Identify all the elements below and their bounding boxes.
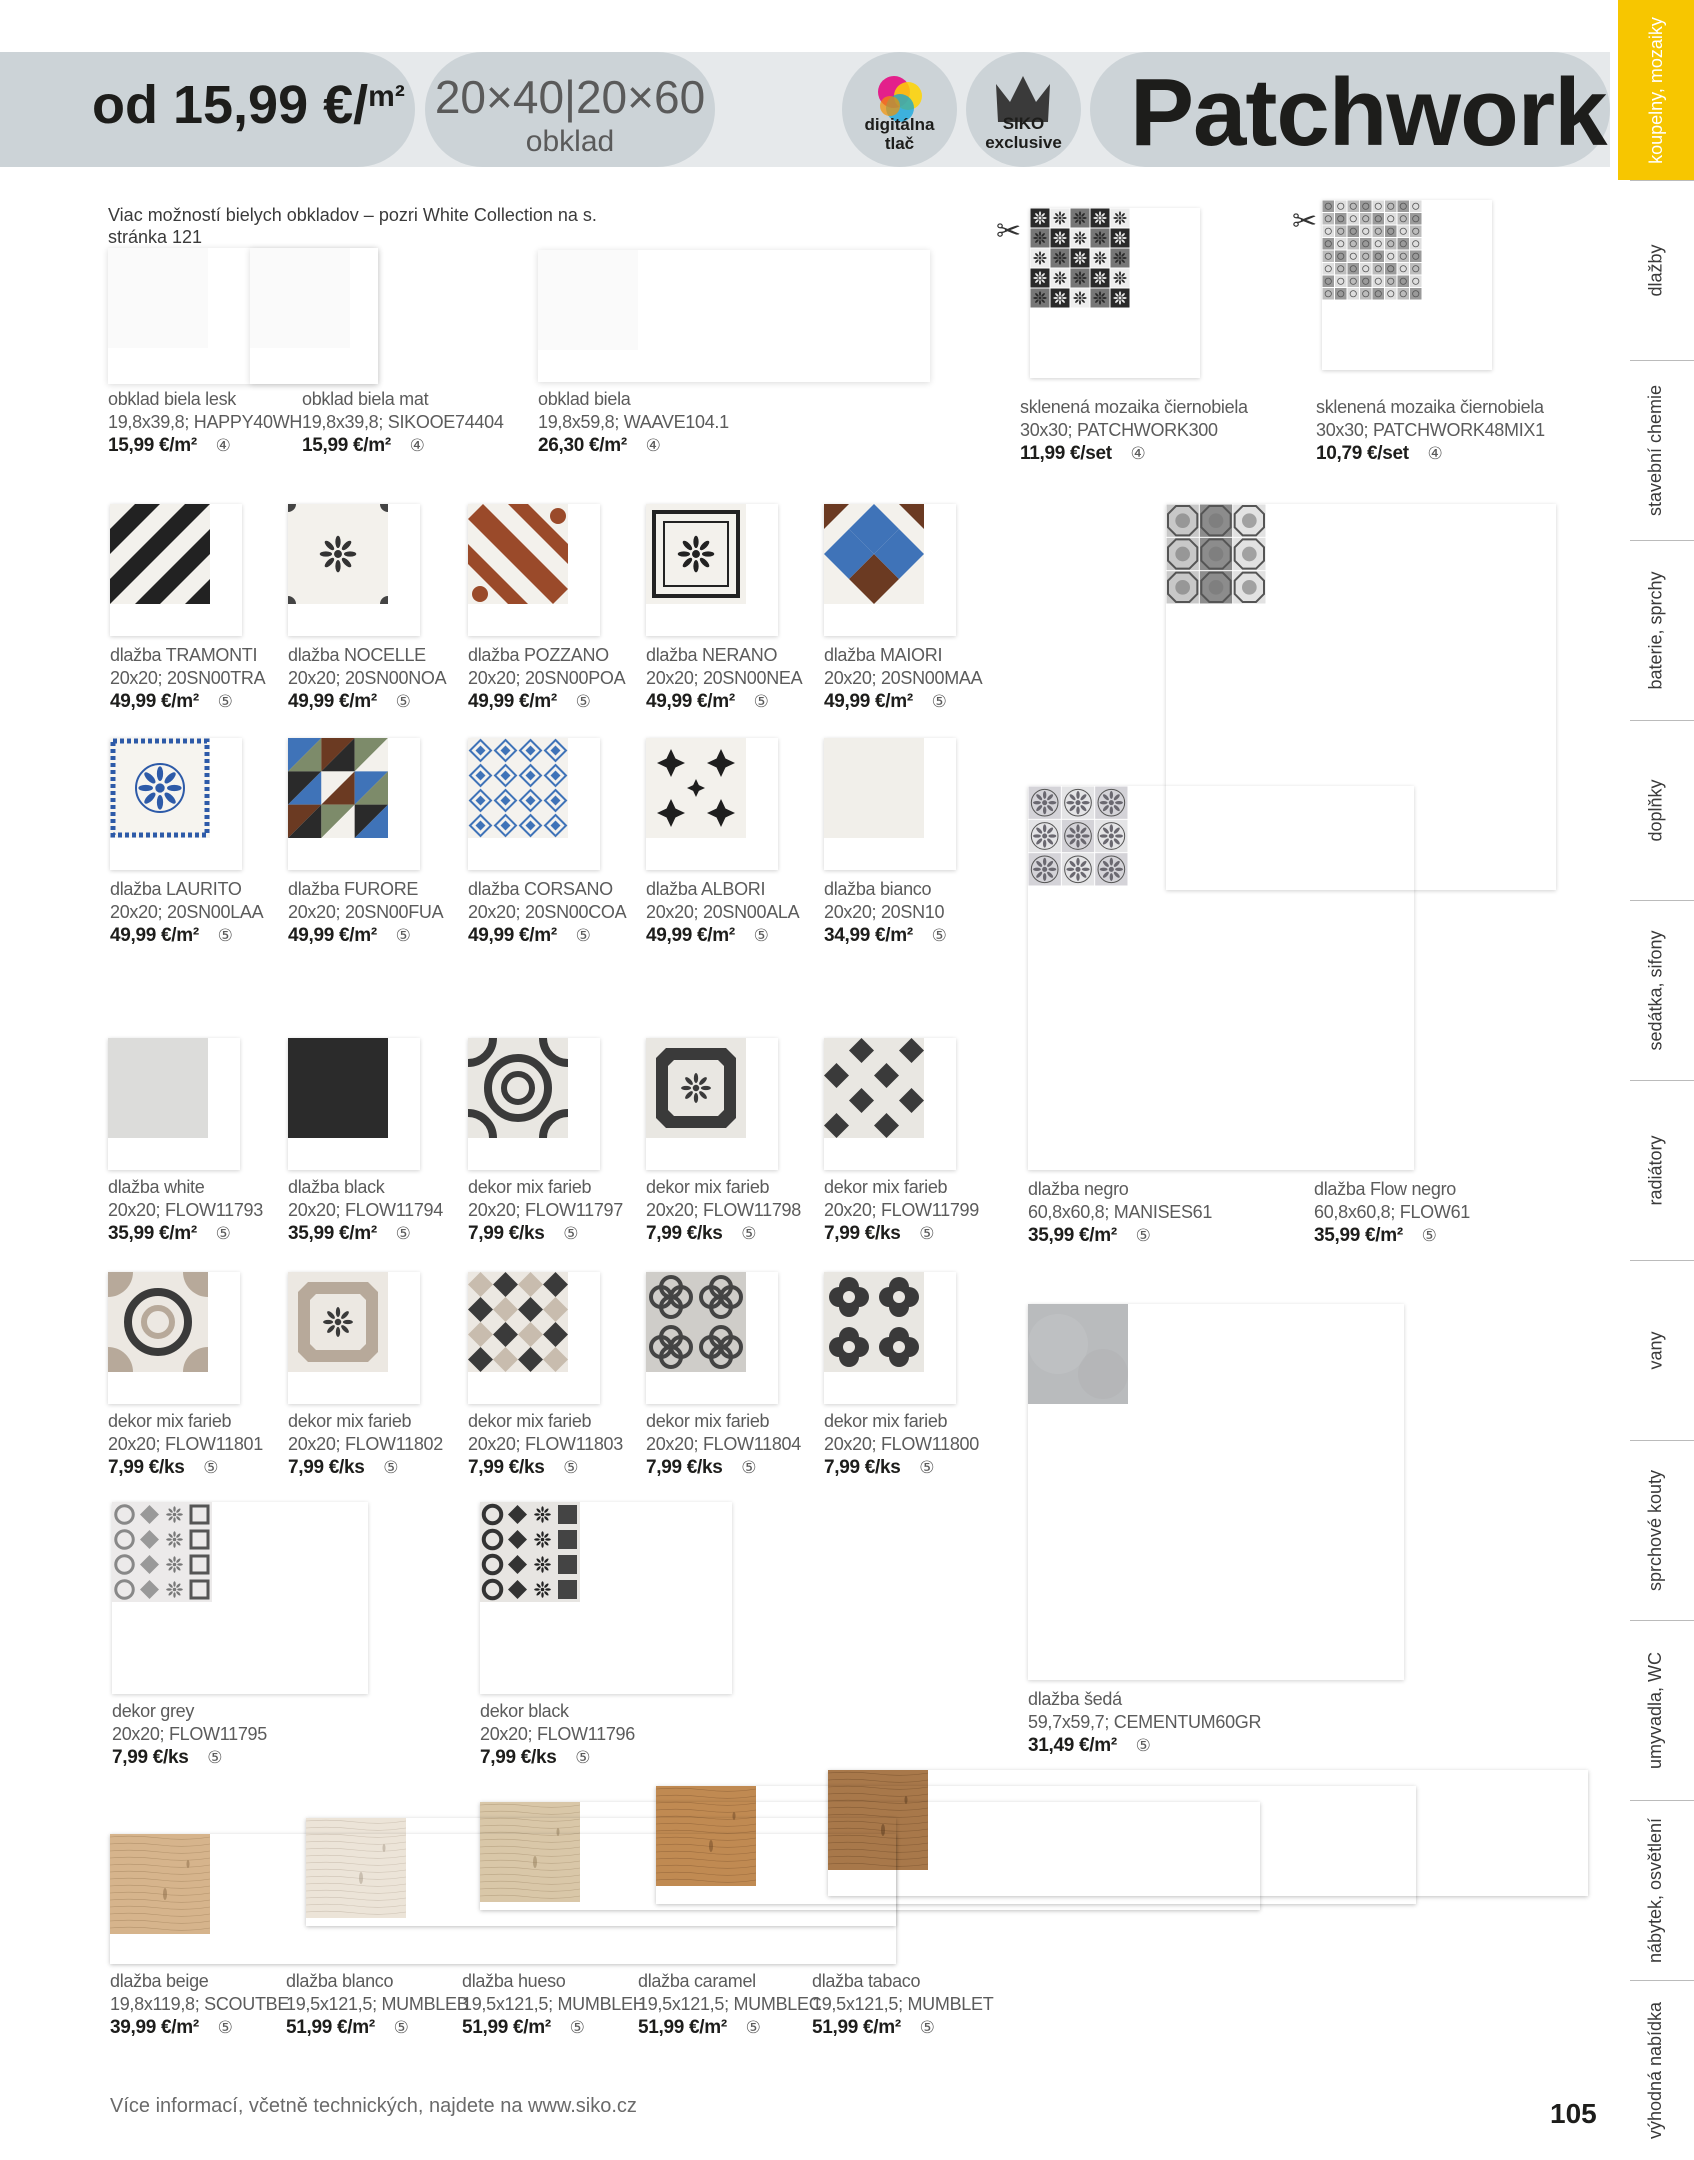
side-tab-label: stavební chemie xyxy=(1645,384,1666,516)
product-caption xyxy=(646,878,799,947)
product-image[interactable] xyxy=(112,1502,368,1694)
product-caption xyxy=(1316,396,1545,465)
product-price: 7,99 €/ks xyxy=(824,1457,901,1478)
product-name: dlažba blanco xyxy=(286,1971,394,1991)
product-caption xyxy=(108,1176,263,1245)
product-name: dekor black xyxy=(480,1701,569,1721)
side-tab-label: sedátka, sifony xyxy=(1645,929,1666,1051)
side-tab[interactable] xyxy=(1618,540,1694,720)
side-tab-divider xyxy=(1630,540,1694,541)
product-price: 31,49 €/m² xyxy=(1028,1735,1117,1756)
availability-icon: ⑤ xyxy=(741,1458,757,1477)
product-image[interactable] xyxy=(288,738,420,870)
product-price: 11,99 €/set xyxy=(1020,443,1112,464)
side-tab-label: radiátory xyxy=(1645,1134,1666,1206)
side-tab-label: baterie, sprchy xyxy=(1645,570,1666,690)
product-spec: 19,8x59,8; WAAVE104.1 xyxy=(538,412,729,432)
product-image[interactable] xyxy=(110,504,242,636)
product-price: 51,99 €/m² xyxy=(638,2017,727,2038)
availability-icon: ⑤ xyxy=(217,926,233,945)
product-price: 7,99 €/ks xyxy=(824,1223,901,1244)
product-image[interactable] xyxy=(108,1038,240,1170)
side-tab[interactable] xyxy=(1618,1800,1694,1980)
product-spec: 20x20; FLOW11803 xyxy=(468,1434,623,1454)
product-price: 7,99 €/ks xyxy=(112,1747,189,1768)
product-spec: 20x20; 20SN00FUA xyxy=(288,902,444,922)
product-spec: 19,8x39,8; HAPPY40WH xyxy=(108,412,303,432)
product-caption xyxy=(110,878,263,947)
product-name: dekor mix farieb xyxy=(468,1411,592,1431)
product-spec: 20x20; FLOW11802 xyxy=(288,1434,443,1454)
product-price: 34,99 €/m² xyxy=(824,925,913,946)
product-image[interactable] xyxy=(468,738,600,870)
side-tab-label: dlažby xyxy=(1645,243,1666,297)
product-price: 51,99 €/m² xyxy=(462,2017,551,2038)
side-tab-divider xyxy=(1630,1260,1694,1261)
side-tab-divider xyxy=(1630,360,1694,361)
scissors-icon: ✂ xyxy=(996,215,1022,248)
product-name: obklad biela lesk xyxy=(108,389,236,409)
side-tab-divider xyxy=(1630,1080,1694,1081)
product-caption xyxy=(288,878,443,947)
product-name: dlažba TRAMONTI xyxy=(110,645,258,665)
product-name: dlažba hueso xyxy=(462,1971,566,1991)
product-name: dlažba tabaco xyxy=(812,1971,921,1991)
product-price: 10,79 €/set xyxy=(1316,443,1409,464)
product-spec: 20x20; 20SN10 xyxy=(824,902,945,922)
product-name: dlažba NERANO xyxy=(646,645,778,665)
product-name: dlažba Flow negro xyxy=(1314,1179,1456,1199)
product-caption xyxy=(646,644,802,713)
availability-icon: ⑤ xyxy=(563,1224,579,1243)
product-caption xyxy=(824,878,947,947)
product-image[interactable] xyxy=(480,1502,732,1694)
product-caption xyxy=(108,388,302,457)
availability-icon: ④ xyxy=(215,436,231,455)
product-price: 49,99 €/m² xyxy=(110,925,199,946)
product-caption xyxy=(638,1970,821,2039)
tile-type: obklad xyxy=(525,125,615,158)
siko-exclusive-label: SIKO exclusive xyxy=(985,114,1062,152)
availability-icon: ④ xyxy=(409,436,425,455)
product-caption xyxy=(288,1410,443,1479)
availability-icon: ⑤ xyxy=(563,1458,579,1477)
product-spec: 20x20; FLOW11793 xyxy=(108,1200,263,1220)
product-price: 49,99 €/m² xyxy=(110,691,199,712)
product-name: dekor grey xyxy=(112,1701,195,1721)
availability-icon: ⑤ xyxy=(393,2018,409,2037)
product-name: sklenená mozaika čiernobiela xyxy=(1020,397,1248,417)
product-name: dekor mix farieb xyxy=(646,1411,770,1431)
side-tab-label: koupelny, mozaiky xyxy=(1645,16,1666,164)
product-price: 35,99 €/m² xyxy=(1314,1225,1403,1246)
scissors-icon: ✂ xyxy=(1292,205,1318,238)
product-price: 49,99 €/m² xyxy=(288,925,377,946)
product-spec: 20x20; 20SN00POA xyxy=(468,668,626,688)
side-tab[interactable] xyxy=(1618,1440,1694,1620)
availability-icon: ⑤ xyxy=(741,1224,757,1243)
side-tab[interactable] xyxy=(1618,1080,1694,1260)
product-image[interactable] xyxy=(824,738,956,870)
product-caption xyxy=(112,1700,267,1769)
product-spec: 20x20; FLOW11801 xyxy=(108,1434,263,1454)
product-price: 49,99 €/m² xyxy=(468,691,557,712)
product-name: dlažba šedá xyxy=(1028,1689,1122,1709)
side-tab-divider xyxy=(1630,1980,1694,1981)
product-price: 15,99 €/m² xyxy=(302,435,391,456)
product-spec: 20x20; FLOW11797 xyxy=(468,1200,623,1220)
product-name: dekor mix farieb xyxy=(824,1177,948,1197)
product-spec: 20x20; 20SN00ALA xyxy=(646,902,800,922)
page-number: 105 xyxy=(1550,2098,1597,2129)
availability-icon: ④ xyxy=(1130,444,1146,463)
side-tab-label: sprchové kouty xyxy=(1645,1469,1666,1591)
product-spec: 20x20; FLOW11796 xyxy=(480,1724,635,1744)
side-tab[interactable] xyxy=(1618,1620,1694,1800)
availability-icon: ⑤ xyxy=(745,2018,761,2037)
product-caption xyxy=(1028,1688,1261,1757)
product-spec: 20x20; FLOW11799 xyxy=(824,1200,979,1220)
product-image[interactable] xyxy=(824,1272,956,1404)
product-image[interactable] xyxy=(1028,786,1414,1170)
product-price: 35,99 €/m² xyxy=(288,1223,377,1244)
product-caption xyxy=(824,644,982,713)
availability-icon: ⑤ xyxy=(217,2018,233,2037)
product-spec: 20x20; FLOW11794 xyxy=(288,1200,443,1220)
product-caption xyxy=(646,1410,801,1479)
product-price: 51,99 €/m² xyxy=(812,2017,901,2038)
product-image[interactable] xyxy=(646,738,778,870)
product-price: 7,99 €/ks xyxy=(646,1223,723,1244)
product-spec: 19,8x39,8; SIKOOE74404 xyxy=(302,412,504,432)
availability-icon: ⑤ xyxy=(217,692,233,711)
product-image[interactable] xyxy=(288,1272,420,1404)
availability-icon: ⑤ xyxy=(575,692,591,711)
product-spec: 20x20; 20SN00COA xyxy=(468,902,627,922)
product-price: 51,99 €/m² xyxy=(286,2017,375,2038)
side-tab[interactable] xyxy=(1618,180,1694,360)
side-tab[interactable] xyxy=(1618,1980,1694,2160)
product-caption xyxy=(824,1176,979,1245)
product-spec: 30x30; PATCHWORK300 xyxy=(1020,420,1218,440)
product-name: dlažba negro xyxy=(1028,1179,1129,1199)
product-spec: 19,5x121,5; MUMBLET xyxy=(812,1994,994,2014)
price-from: od 15,99 €/$^{m^2}$ xyxy=(92,75,405,135)
product-name: dekor mix farieb xyxy=(108,1411,232,1431)
product-name: dlažba black xyxy=(288,1177,385,1197)
availability-icon: ⑤ xyxy=(383,1458,399,1477)
availability-icon: ⑤ xyxy=(753,926,769,945)
side-tab[interactable] xyxy=(1618,900,1694,1080)
product-spec: 59,7x59,7; CEMENTUM60GR xyxy=(1028,1712,1262,1732)
product-image[interactable] xyxy=(824,504,956,636)
product-spec: 30x30; PATCHWORK48MIX1 xyxy=(1316,420,1545,440)
side-tab-label: výhodná nabídka xyxy=(1645,2001,1666,2139)
product-name: dlažba ALBORI xyxy=(646,879,766,899)
product-caption xyxy=(538,388,729,457)
product-spec: 60,8x60,8; MANISES61 xyxy=(1028,1202,1213,1222)
product-caption xyxy=(812,1970,993,2039)
side-tab[interactable] xyxy=(1618,720,1694,900)
product-spec: 20x20; 20SN00MAA xyxy=(824,668,983,688)
side-tab-divider xyxy=(1630,1800,1694,1801)
product-image[interactable] xyxy=(538,250,930,382)
product-image[interactable] xyxy=(1028,1304,1404,1680)
product-price: 49,99 €/m² xyxy=(646,691,735,712)
side-tab-label: doplňky xyxy=(1645,778,1666,842)
product-spec: 60,8x60,8; FLOW61 xyxy=(1314,1202,1470,1222)
product-caption xyxy=(468,1176,623,1245)
availability-icon: ④ xyxy=(645,436,661,455)
product-image[interactable] xyxy=(824,1038,956,1170)
availability-icon: ⑤ xyxy=(395,692,411,711)
product-spec: 20x20; FLOW11798 xyxy=(646,1200,801,1220)
product-image[interactable] xyxy=(1322,200,1492,370)
product-spec: 20x20; 20SN00NOA xyxy=(288,668,447,688)
product-name: dekor mix farieb xyxy=(646,1177,770,1197)
product-caption xyxy=(1020,396,1248,465)
product-name: dlažba CORSANO xyxy=(468,879,613,899)
product-spec: 20x20; 20SN00LAA xyxy=(110,902,264,922)
footer-info: Více informací, včetně technických, najdete na www.siko.cz xyxy=(110,2095,637,2117)
availability-icon: ⑤ xyxy=(1135,1736,1151,1755)
product-price: 35,99 €/m² xyxy=(1028,1225,1117,1246)
availability-icon: ⑤ xyxy=(919,2018,935,2037)
product-caption xyxy=(1314,1178,1470,1247)
product-spec: 20x20; 20SN00NEA xyxy=(646,668,803,688)
availability-icon: ⑤ xyxy=(1135,1226,1151,1245)
product-image[interactable] xyxy=(250,248,378,384)
white-collection-note: Viac možností bielych obkladov – pozri White Collection na s. stránka 121 xyxy=(108,205,597,247)
product-price: 26,30 €/m² xyxy=(538,435,627,456)
product-price: 7,99 €/ks xyxy=(468,1457,545,1478)
product-image[interactable] xyxy=(468,504,600,636)
product-name: obklad biela mat xyxy=(302,389,429,409)
side-tab-divider xyxy=(1630,180,1694,181)
product-caption xyxy=(1028,1178,1212,1247)
side-tab-divider xyxy=(1630,900,1694,901)
product-price: 7,99 €/ks xyxy=(288,1457,365,1478)
tile-sizes: 20×40|20×60 xyxy=(434,71,706,123)
product-price: 7,99 €/ks xyxy=(480,1747,557,1768)
product-spec: 19,5x121,5; MUMBLEC xyxy=(638,1994,822,2014)
product-caption xyxy=(646,1176,801,1245)
product-name: sklenená mozaika čiernobiela xyxy=(1316,397,1544,417)
availability-icon: ⑤ xyxy=(575,926,591,945)
product-caption xyxy=(288,1176,443,1245)
product-price: 35,99 €/m² xyxy=(108,1223,197,1244)
product-spec: 19,8x119,8; SCOUTBE xyxy=(110,1994,290,2014)
product-caption xyxy=(468,878,626,947)
product-image[interactable] xyxy=(110,738,242,870)
availability-icon: ④ xyxy=(1427,444,1443,463)
side-tab-label: vany xyxy=(1645,1330,1666,1370)
product-name: dlažba white xyxy=(108,1177,205,1197)
product-price: 49,99 €/m² xyxy=(646,925,735,946)
product-caption xyxy=(288,644,446,713)
availability-icon: ⑤ xyxy=(1421,1226,1437,1245)
side-tab[interactable] xyxy=(1618,0,1694,180)
product-image[interactable] xyxy=(110,1834,896,1964)
availability-icon: ⑤ xyxy=(215,1224,231,1243)
product-caption xyxy=(824,1410,979,1479)
product-image[interactable] xyxy=(1030,208,1200,378)
product-price: 7,99 €/ks xyxy=(108,1457,185,1478)
side-tab[interactable] xyxy=(1618,1260,1694,1440)
product-spec: 20x20; FLOW11800 xyxy=(824,1434,979,1454)
product-price: 7,99 €/ks xyxy=(468,1223,545,1244)
availability-icon: ⑤ xyxy=(753,692,769,711)
product-spec: 19,5x121,5; MUMBLEB xyxy=(286,1994,469,2014)
side-tab-divider xyxy=(1630,1440,1694,1441)
product-spec: 20x20; 20SN00TRA xyxy=(110,668,266,688)
product-name: dlažba bianco xyxy=(824,879,932,899)
availability-icon: ⑤ xyxy=(919,1458,935,1477)
product-price: 39,99 €/m² xyxy=(110,2017,199,2038)
product-image[interactable] xyxy=(646,1038,778,1170)
availability-icon: ⑤ xyxy=(931,926,947,945)
product-caption xyxy=(462,1970,645,2039)
availability-icon: ⑤ xyxy=(569,2018,585,2037)
product-image[interactable] xyxy=(288,504,420,636)
product-caption xyxy=(110,1970,289,2039)
product-image[interactable] xyxy=(468,1272,600,1404)
product-name: dlažba FURORE xyxy=(288,879,419,899)
product-price: 49,99 €/m² xyxy=(288,691,377,712)
product-name: dlažba LAURITO xyxy=(110,879,242,899)
product-price: 49,99 €/m² xyxy=(468,925,557,946)
availability-icon: ⑤ xyxy=(207,1748,223,1767)
product-image[interactable] xyxy=(646,1272,778,1404)
digital-print-label: digitálna tlač xyxy=(864,115,935,153)
availability-icon: ⑤ xyxy=(395,1224,411,1243)
product-spec: 19,5x121,5; MUMBLEH xyxy=(462,1994,646,2014)
product-caption xyxy=(110,644,265,713)
product-spec: 20x20; FLOW11795 xyxy=(112,1724,267,1744)
product-name: dekor mix farieb xyxy=(824,1411,948,1431)
side-tab-divider xyxy=(1630,1620,1694,1621)
product-image[interactable] xyxy=(646,504,778,636)
product-name: dlažba caramel xyxy=(638,1971,756,1991)
product-name: dlažba MAIORI xyxy=(824,645,943,665)
product-caption xyxy=(286,1970,468,2039)
product-price: 7,99 €/ks xyxy=(646,1457,723,1478)
availability-icon: ⑤ xyxy=(395,926,411,945)
side-tab-label: umyvadla, WC xyxy=(1645,1651,1666,1769)
product-caption xyxy=(480,1700,635,1769)
availability-icon: ⑤ xyxy=(931,692,947,711)
product-image[interactable] xyxy=(288,1038,420,1170)
availability-icon: ⑤ xyxy=(575,1748,591,1767)
product-name: dlažba beige xyxy=(110,1971,209,1991)
product-image[interactable] xyxy=(468,1038,600,1170)
product-caption xyxy=(468,644,625,713)
side-tab[interactable] xyxy=(1618,360,1694,540)
product-name: dlažba NOCELLE xyxy=(288,645,426,665)
availability-icon: ⑤ xyxy=(203,1458,219,1477)
product-name: obklad biela xyxy=(538,389,631,409)
product-price: 49,99 €/m² xyxy=(824,691,913,712)
product-image[interactable] xyxy=(108,1272,240,1404)
side-tab-label: nábytek, osvětlení xyxy=(1645,1817,1666,1963)
product-price: 15,99 €/m² xyxy=(108,435,197,456)
product-name: dekor mix farieb xyxy=(468,1177,592,1197)
side-tab-divider xyxy=(1630,720,1694,721)
product-caption xyxy=(468,1410,623,1479)
product-name: dekor mix farieb xyxy=(288,1411,412,1431)
product-caption xyxy=(108,1410,263,1479)
product-name: dlažba POZZANO xyxy=(468,645,609,665)
availability-icon: ⑤ xyxy=(919,1224,935,1243)
product-caption xyxy=(302,388,504,457)
product-spec: 20x20; FLOW11804 xyxy=(646,1434,801,1454)
page-title: Patchwork xyxy=(1130,59,1607,166)
